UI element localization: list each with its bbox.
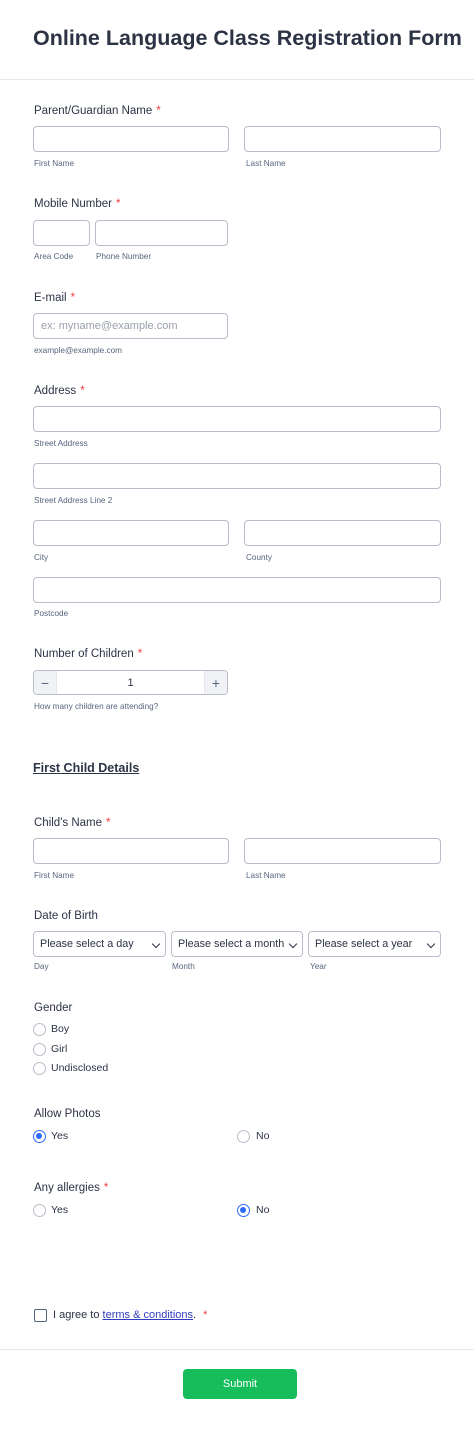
allergies-no-radio[interactable]: [237, 1204, 250, 1217]
submit-button[interactable]: Submit: [183, 1369, 297, 1399]
gender-girl-label[interactable]: Girl: [51, 1043, 68, 1055]
child-first-name-input[interactable]: [33, 838, 229, 864]
photos-no-radio[interactable]: [237, 1130, 250, 1143]
terms-link[interactable]: terms & conditions: [102, 1309, 194, 1321]
allergies-no-label[interactable]: No: [256, 1204, 270, 1216]
street-address-line2-sublabel: Street Address Line 2: [34, 496, 113, 505]
email-label-text: E-mail: [34, 292, 67, 304]
email-input[interactable]: [33, 313, 228, 339]
gender-boy-label[interactable]: Boy: [51, 1023, 70, 1035]
parent-name-label-text: Parent/Guardian Name: [34, 105, 153, 117]
parent-name-label: [34, 105, 161, 117]
month-sublabel: Month: [172, 962, 195, 971]
year-select[interactable]: [308, 931, 441, 957]
required-mark: *: [156, 105, 161, 117]
chevron-down-icon: [289, 940, 297, 948]
required-mark: *: [106, 817, 111, 829]
city-input[interactable]: [33, 520, 229, 546]
photos-label: Allow Photos: [34, 1108, 101, 1120]
city-sublabel: City: [34, 553, 49, 562]
year-select-value: Please select a year: [315, 938, 413, 950]
children-count-label: [34, 648, 142, 660]
parent-last-name-sublabel: Last Name: [246, 159, 286, 168]
area-code-sublabel: Area Code: [34, 252, 74, 261]
allergies-label: [34, 1182, 108, 1194]
day-sublabel: Day: [34, 962, 49, 971]
street-address-sublabel: Street Address: [34, 439, 88, 448]
children-count-label-text: Number of Children: [34, 648, 134, 660]
photos-yes-radio[interactable]: [33, 1130, 46, 1143]
required-mark: *: [203, 1309, 208, 1321]
dob-label: Date of Birth: [34, 910, 98, 922]
form-header: [0, 0, 474, 80]
month-select[interactable]: [171, 931, 303, 957]
allergies-label-text: Any allergies: [34, 1182, 100, 1194]
children-count-value[interactable]: 1: [127, 676, 134, 689]
child-last-name-input[interactable]: [244, 838, 441, 864]
terms-text: [53, 1309, 207, 1321]
day-select[interactable]: [33, 931, 166, 957]
child-first-name-sublabel: First Name: [34, 871, 75, 880]
photos-yes-label[interactable]: Yes: [51, 1130, 69, 1142]
year-sublabel: Year: [310, 962, 327, 971]
email-label: [34, 292, 75, 304]
chevron-down-icon: [152, 940, 160, 948]
allergies-yes-radio[interactable]: [33, 1204, 46, 1217]
county-input[interactable]: [244, 520, 441, 546]
parent-first-name-sublabel: First Name: [34, 159, 75, 168]
required-mark: *: [70, 292, 76, 304]
gender-undisclosed-radio[interactable]: [33, 1062, 46, 1075]
allergies-yes-label[interactable]: Yes: [51, 1204, 69, 1216]
area-code-input[interactable]: [33, 220, 90, 246]
email-sublabel: example@example.com: [34, 346, 122, 355]
mobile-label: [34, 198, 120, 210]
terms-suffix: .: [193, 1309, 197, 1321]
required-mark: *: [103, 1182, 109, 1194]
photos-no-label[interactable]: No: [256, 1130, 270, 1142]
parent-first-name-input[interactable]: [33, 126, 229, 152]
terms-prefix: I agree to: [53, 1309, 103, 1321]
child-name-label-text: Child's Name: [34, 817, 103, 829]
increment-button[interactable]: +: [204, 671, 227, 694]
gender-boy-radio[interactable]: [33, 1023, 46, 1036]
parent-last-name-input[interactable]: [244, 126, 441, 152]
required-mark: *: [137, 648, 143, 660]
postcode-sublabel: Postcode: [34, 609, 69, 618]
child-last-name-sublabel: Last Name: [246, 871, 286, 880]
phone-number-input[interactable]: [95, 220, 228, 246]
month-select-value: Please select a month: [178, 938, 285, 950]
chevron-down-icon: [427, 940, 435, 948]
form-title: Online Language Class Registration Form: [33, 26, 462, 50]
required-mark: *: [80, 385, 85, 397]
first-child-heading: First Child Details: [33, 761, 140, 775]
terms-checkbox[interactable]: [34, 1309, 47, 1322]
gender-undisclosed-label[interactable]: Undisclosed: [51, 1062, 109, 1074]
address-label: [34, 385, 85, 397]
decrement-button[interactable]: −: [34, 671, 57, 694]
day-select-value: Please select a day: [40, 938, 134, 950]
phone-number-sublabel: Phone Number: [96, 252, 152, 261]
address-label-text: Address: [34, 385, 77, 397]
children-count-sublabel: How many children are attending?: [34, 702, 159, 711]
mobile-label-text: Mobile Number: [34, 198, 112, 210]
required-mark: *: [115, 198, 121, 210]
gender-label: Gender: [34, 1002, 73, 1014]
street-address-input[interactable]: [33, 406, 441, 432]
gender-girl-radio[interactable]: [33, 1043, 46, 1056]
street-address-line2-input[interactable]: [33, 463, 441, 489]
children-count-stepper: [33, 670, 228, 695]
child-name-label: [34, 817, 111, 829]
county-sublabel: County: [246, 553, 272, 562]
postcode-input[interactable]: [33, 577, 441, 603]
